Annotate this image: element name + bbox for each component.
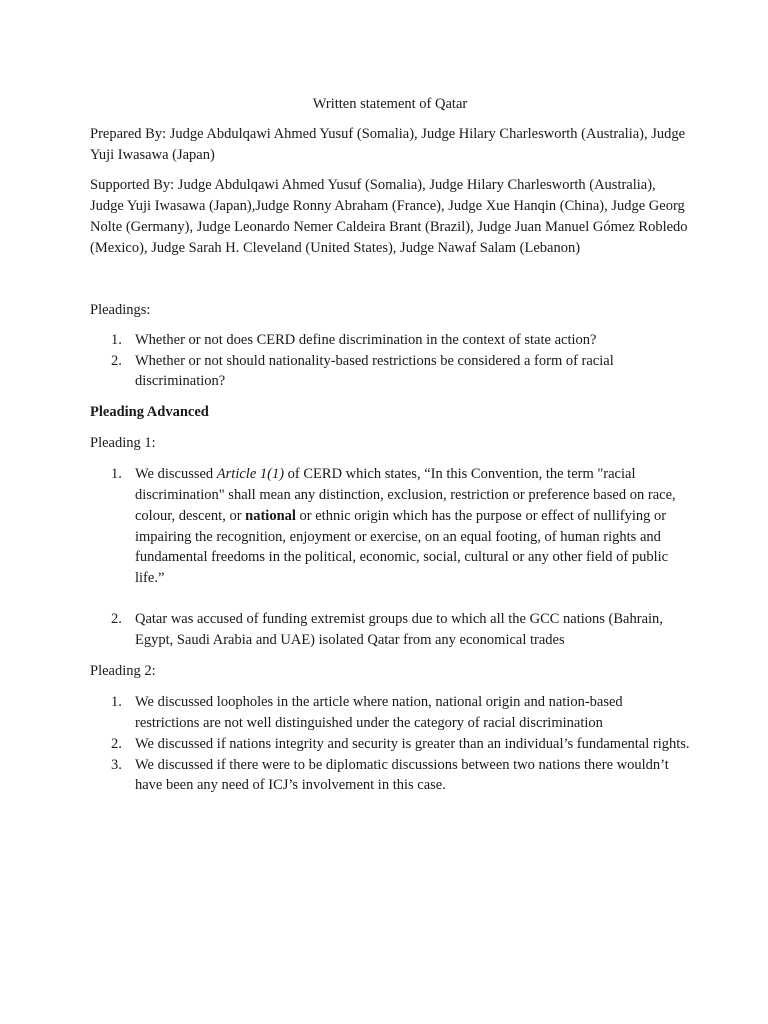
list-number: 2. bbox=[111, 735, 122, 752]
supported-by: Supported By: Judge Abdulqawi Ahmed Yusuf (Somalia), Judge Hilary Charlesworth (Australia), Judge Yuji Iwasawa (Japan),Judge Ronny Abraham (France), Judge Xue Hanqin (China), Judge Georg Nolte (Germany), Judge Leonardo Nemer Caldeira Brant (Brazil), Judge Juan Manuel Gómez Robledo (Mexico), Judge Sarah H. Cleveland (United States), Judge Nawaf Salam (Lebanon) bbox=[90, 177, 688, 256]
list-item-text: We discussed if nations integrity and security is greater than an individual’s fundamental rights. bbox=[135, 735, 690, 752]
list-item-text: Whether or not does CERD define discrimination in the context of state action? bbox=[135, 331, 597, 348]
pleading-2-list bbox=[90, 692, 690, 796]
list-number: 1. bbox=[111, 466, 122, 483]
list-number: 2. bbox=[111, 352, 122, 369]
list-item bbox=[90, 464, 690, 588]
list-item bbox=[90, 692, 690, 733]
list-item bbox=[90, 351, 690, 392]
list-number: 3. bbox=[111, 756, 122, 773]
document-page bbox=[90, 94, 690, 796]
list-item bbox=[90, 330, 690, 351]
list-item-text bbox=[135, 466, 676, 586]
list-number: 2. bbox=[111, 611, 122, 628]
list-item-text: Qatar was accused of funding extremist groups due to which all the GCC nations (Bahrain, Egypt, Saudi Arabia and UAE) isolated Qatar from any economical trades bbox=[135, 611, 663, 649]
document-title: Written statement of Qatar bbox=[312, 96, 468, 112]
pleading-1-label: Pleading 1: bbox=[90, 434, 156, 451]
list-number: 1. bbox=[111, 331, 122, 348]
pleading-1-list bbox=[90, 464, 690, 650]
list-item-text: We discussed if there were to be diplomatic discussions between two nations there wouldn’t have been any need of ICJ’s involvement in this case. bbox=[135, 756, 669, 794]
list-item bbox=[90, 755, 690, 796]
pleadings-label: Pleadings: bbox=[90, 302, 151, 319]
list-item bbox=[90, 609, 690, 650]
list-item-text: Whether or not should nationality-based restrictions be considered a form of racial discrimination? bbox=[135, 352, 614, 390]
list-item bbox=[90, 734, 690, 755]
text-run: of CERD which states, “In this Convention, the term "racial discrimination" shall mean any distinction, exclusion, restriction or preference based on race, colour, descent, or bbox=[135, 466, 676, 524]
article-reference: Article 1(1) bbox=[216, 466, 285, 483]
pleadings-list bbox=[90, 330, 690, 392]
text-run: We discussed bbox=[135, 466, 217, 483]
emphasis-text: national bbox=[245, 507, 296, 524]
pleading-2-label: Pleading 2: bbox=[90, 662, 156, 679]
section-heading: Pleading Advanced bbox=[90, 404, 209, 421]
list-item-text: We discussed loopholes in the article where nation, national origin and nation-based restrictions are not well distinguished under the category of racial discrimination bbox=[135, 694, 623, 732]
prepared-by: Prepared By: Judge Abdulqawi Ahmed Yusuf (Somalia), Judge Hilary Charlesworth (Australia), Judge Yuji Iwasawa (Japan) bbox=[90, 126, 686, 163]
list-number: 1. bbox=[111, 694, 122, 711]
text-run: or ethnic origin which has the purpose or effect of nullifying or impairing the recognition, enjoyment or exercise, on an equal footing, of human rights and fundamental freedoms in the political, economic, social, cultural or any other field of public life.” bbox=[135, 507, 669, 586]
